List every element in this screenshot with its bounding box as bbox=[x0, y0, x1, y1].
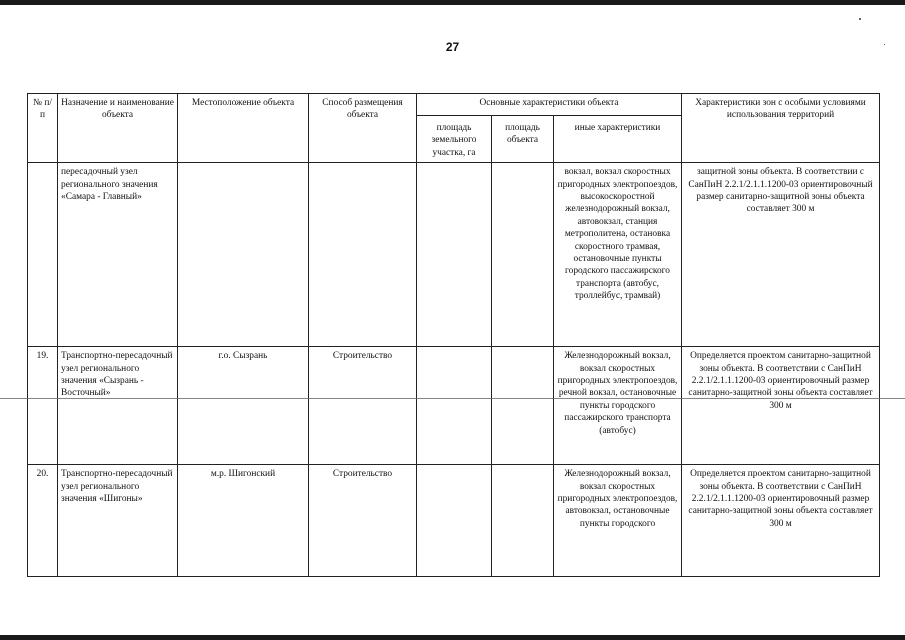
object-location bbox=[178, 163, 309, 347]
header-name: Назначение и наименование объекта bbox=[58, 94, 178, 163]
other-characteristics: Железнодорожный вокзал, вокзал скоростных пригородных электропоездов, речной вокзал, остановочные пункты городского пассажирского транспорта (автобус) bbox=[554, 347, 682, 465]
object-area bbox=[492, 347, 554, 465]
scan-speck bbox=[859, 18, 861, 20]
placement-method: Строительство bbox=[309, 347, 417, 465]
row-number: 19. bbox=[28, 347, 58, 465]
objects-table bbox=[27, 93, 880, 577]
land-area bbox=[417, 347, 492, 465]
other-characteristics: вокзал, вокзал скоростных пригородных электропоездов, высокоскоростной железнодорожный вокзал, автовокзал, станция метрополитена, остановка скоростного трамвая, остановочные пункты городского пассажирского транспорта (автобус, троллейбус, трамвай) bbox=[554, 163, 682, 347]
placement-method: Строительство bbox=[309, 465, 417, 577]
object-name: пересадочный узел регионального значения «Самара - Главный» bbox=[58, 163, 178, 347]
land-area bbox=[417, 465, 492, 577]
table-row bbox=[28, 347, 880, 465]
land-area bbox=[417, 163, 492, 347]
header-land-area: площадь земельного участка, га bbox=[417, 116, 492, 163]
zone-characteristics: защитной зоны объекта. В соответствии с СанПиН 2.2.1/2.1.1.1200-03 ориентировочный размер санитарно-защитной зоны объекта составляет 300 м bbox=[682, 163, 880, 347]
header-location: Местоположение объекта bbox=[178, 94, 309, 163]
other-characteristics: Железнодорожный вокзал, вокзал скоростных пригородных электропоездов, автовокзал, остановочные пункты городского bbox=[554, 465, 682, 577]
scan-bottom-edge bbox=[0, 635, 905, 640]
object-location: м.р. Шигонский bbox=[178, 465, 309, 577]
object-location: г.о. Сызрань bbox=[178, 347, 309, 465]
zone-characteristics: Определяется проектом санитарно-защитной зоны объекта. В соответствии с СанПиН 2.2.1/2.1.1.1200-03 ориентировочный размер санитарно-защитной зоны объекта составляет 300 м bbox=[682, 465, 880, 577]
row-number: 20. bbox=[28, 465, 58, 577]
zone-characteristics: Определяется проектом санитарно-защитной зоны объекта. В соответствии с СанПиН 2.2.1/2.1.1.1200-03 ориентировочный размер санитарно-защитной зоны объекта составляет 300 м bbox=[682, 347, 880, 465]
table-row bbox=[28, 163, 880, 347]
object-area bbox=[492, 465, 554, 577]
scan-artifact-line bbox=[0, 398, 905, 399]
object-area bbox=[492, 163, 554, 347]
header-other-characteristics: иные характеристики bbox=[554, 116, 682, 163]
table-header-row bbox=[28, 94, 880, 116]
object-name: Транспортно-пересадочный узел регионального значения «Сызрань - Восточный» bbox=[58, 347, 178, 465]
header-main-characteristics: Основные характеристики объекта bbox=[417, 94, 682, 116]
header-method: Способ размещения объекта bbox=[309, 94, 417, 163]
header-zones: Характеристики зон с особыми условиями использования территорий bbox=[682, 94, 880, 163]
placement-method bbox=[309, 163, 417, 347]
page-number: 27 bbox=[445, 40, 460, 54]
scan-top-edge bbox=[0, 0, 905, 5]
header-num: № п/п bbox=[28, 94, 58, 163]
table-row bbox=[28, 465, 880, 577]
header-object-area: площадь объекта bbox=[492, 116, 554, 163]
object-name: Транспортно-пересадочный узел регионального значения «Шигоны» bbox=[58, 465, 178, 577]
row-number bbox=[28, 163, 58, 347]
